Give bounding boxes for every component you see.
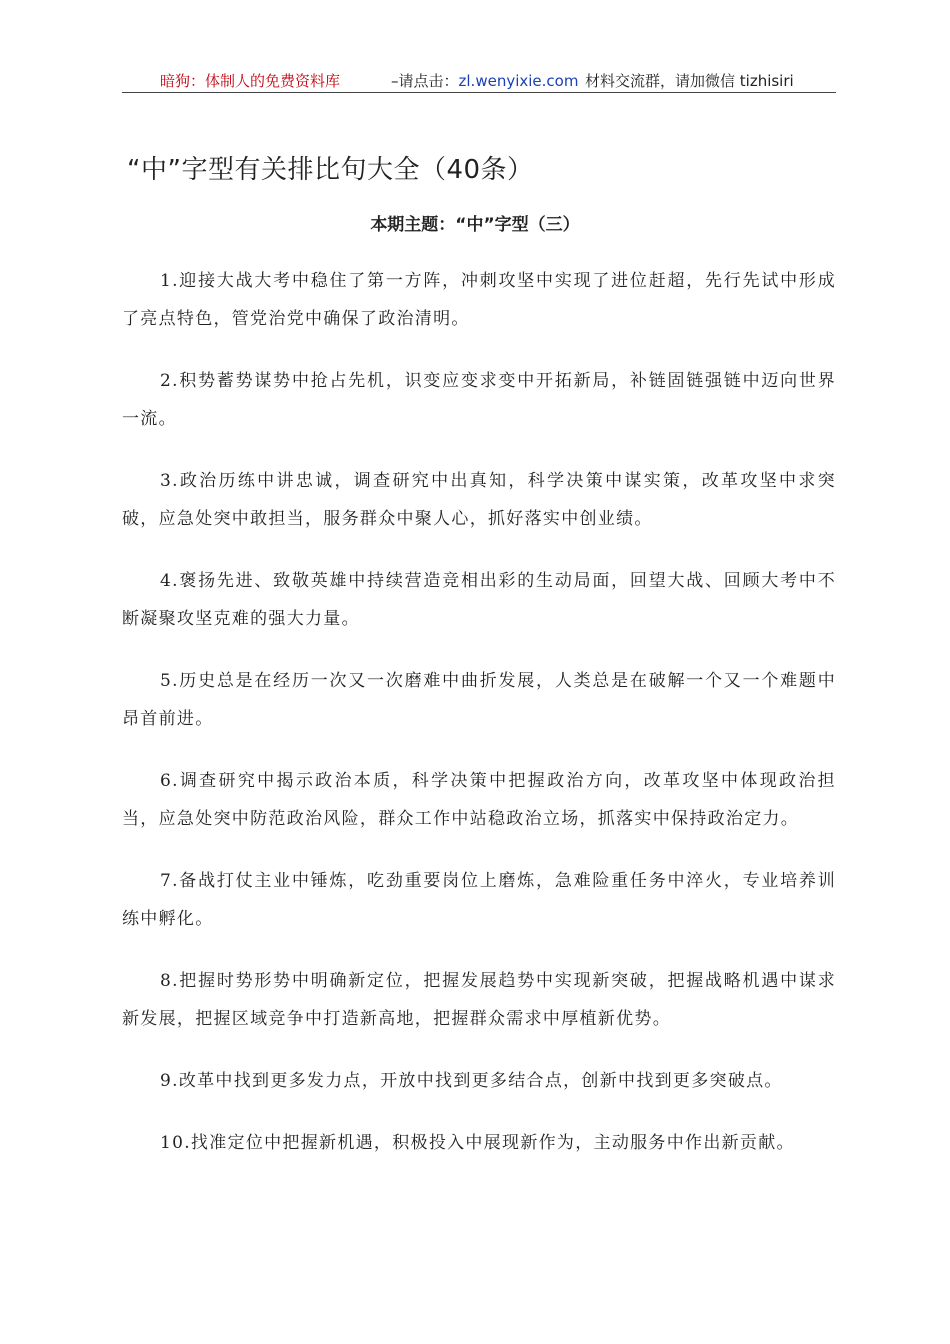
paragraph-9: 9.改革中找到更多发力点，开放中找到更多结合点，创新中找到更多突破点。: [160, 1071, 783, 1091]
header-group-info: 材料交流群，请加微信 tizhisiri: [585, 72, 794, 90]
header-url-link[interactable]: zl.wenyixie.com: [458, 72, 579, 90]
paragraph-10: 10.找准定位中把握新机遇，积极投入中展现新作为，主动服务中作出新贡献。: [160, 1133, 795, 1153]
paragraph-1: 1.迎接大战大考中稳住了第一方阵，冲刺攻坚中实现了进位赶超，先行先试中形成了亮点特色，管党治党中确保了政治清明。: [122, 271, 836, 329]
paragraph-2: 2.积势蓄势谋势中抢占先机，识变应变求变中开拓新局，补链固链强链中迈向世界一流。: [122, 371, 836, 429]
header-link-prefix: –请点击：: [391, 72, 459, 90]
paragraph-7: 7.备战打仗主业中锤炼，吃劲重要岗位上磨炼，急难险重任务中淬火，专业培养训练中孵化。: [122, 871, 836, 929]
document-body: [122, 262, 836, 1186]
document-subtitle: 本期主题：“中”字型（三）: [370, 215, 580, 235]
document-title: “中”字型有关排比句大全（40条）: [127, 155, 534, 185]
paragraph-4: 4.褒扬先进、致敬英雄中持续营造竞相出彩的生动局面，回望大战、回顾大考中不断凝聚攻坚克难的强大力量。: [122, 571, 836, 629]
header-link-text: [391, 70, 578, 92]
paragraph-3: 3.政治历练中讲忠诚，调查研究中出真知，科学决策中谋实策，改革攻坚中求突破，应急处突中敢担当，服务群众中聚人心，抓好落实中创业绩。: [122, 471, 836, 529]
paragraph-6: 6.调查研究中揭示政治本质，科学决策中把握政治方向，改革攻坚中体现政治担当，应急处突中防范政治风险，群众工作中站稳政治立场，抓落实中保持政治定力。: [122, 771, 836, 829]
paragraph-5: 5.历史总是在经历一次又一次磨难中曲折发展，人类总是在破解一个又一个难题中昂首前进。: [122, 671, 836, 729]
header-brand: 暗狗：体制人的免费资料库: [160, 72, 341, 90]
paragraph-8: 8.把握时势形势中明确新定位，把握发展趋势中实现新突破，把握战略机遇中谋求新发展，把握区域竞争中打造新高地，把握群众需求中厚植新优势。: [122, 971, 836, 1029]
page-header: [122, 70, 836, 93]
